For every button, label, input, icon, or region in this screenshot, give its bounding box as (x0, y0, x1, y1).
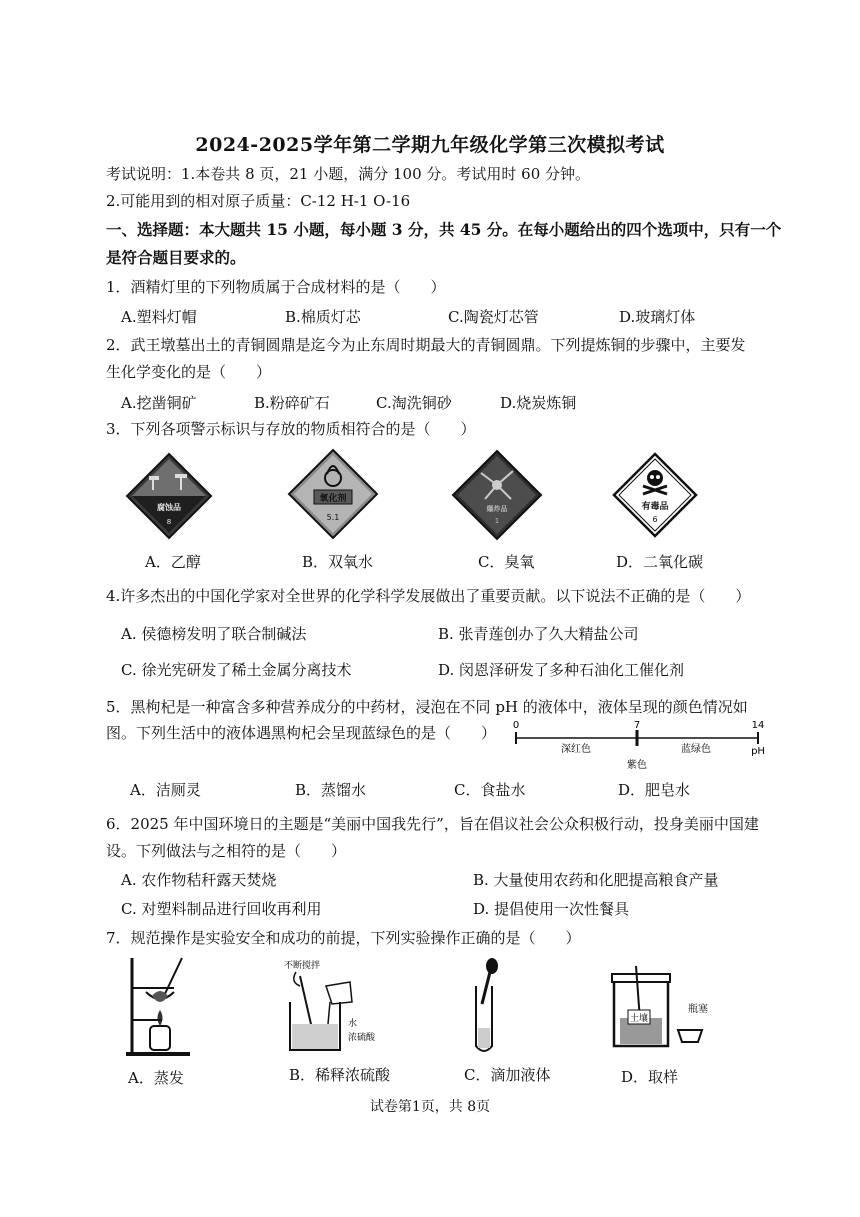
corrosive-sign-icon (125, 452, 213, 540)
ph-color-scale (508, 716, 773, 774)
sampling-apparatus-icon (606, 960, 732, 1060)
q7-stem: 7．规范操作是实验安全和成功的前提，下列实验操作正确的是（ ） (106, 929, 581, 947)
q5-stem-line2: 图。下列生活中的液体遇黑枸杞会呈现蓝绿色的是（ ） (106, 724, 497, 742)
q3-option-b: B．双氧水 (302, 553, 374, 571)
q6-stem-line2: 设。下列做法与之相符的是（ ） (106, 842, 347, 860)
oxidizer-sign-number: 5.1 (326, 513, 340, 522)
q6-option-c: C. 对塑料制品进行回收再利用 (121, 900, 322, 918)
water-label: 水 (348, 1019, 358, 1029)
q2-stem-line2: 生化学变化的是（ ） (106, 363, 272, 381)
q2-option-b: B.粉碎矿石 (254, 394, 330, 412)
q1-option-c: C.陶瓷灯芯管 (448, 308, 539, 326)
ph-label-7: 7 (633, 720, 641, 731)
q3-option-d: D．二氧化碳 (616, 553, 704, 571)
q5-option-d: D．肥皂水 (618, 781, 691, 799)
section1-header-line1: 一、选择题：本大题共 15 小题，每小题 3 分，共 45 分。在每小题给出的四个选项中，只有一个 (106, 220, 782, 239)
q6-option-b: B. 大量使用农药和化肥提高粮食产量 (473, 871, 719, 889)
q4-stem: 4.许多杰出的中国化学家对全世界的化学科学发展做出了重要贡献。以下说法不正确的是（ ） (106, 587, 751, 605)
ph-label-0: 0 (512, 720, 520, 731)
oxidizer-sign-label: 氧化剂 (319, 494, 347, 504)
q7-option-a: A．蒸发 (128, 1069, 184, 1087)
corrosive-sign-number: 8 (166, 518, 172, 526)
q2-option-d: D.烧炭炼铜 (500, 394, 577, 412)
explosive-sign-number: 1 (494, 517, 500, 525)
ph-unit-label: pH (751, 746, 765, 757)
q5-option-c: C．食盐水 (454, 781, 526, 799)
stir-label: 不断搅拌 (284, 961, 321, 971)
section1-header-line2: 是符合题目要求的。 (106, 248, 246, 267)
q2-stem-line1: 2．武王墩墓出土的青铜圆鼎是迄今为止东周时期最大的青铜圆鼎。下列提炼铜的步骤中，主要发 (106, 336, 746, 354)
q4-option-b: B. 张青莲创办了久大精盐公司 (438, 625, 639, 643)
q6-stem-line1: 6．2025 年中国环境日的主题是“美丽中国我先行”，旨在倡议社会公众积极行动，投身美丽中国建 (106, 815, 759, 833)
q6-option-a: A. 农作物秸秆露天焚烧 (121, 871, 277, 889)
q5-option-b: B．蒸馏水 (295, 781, 367, 799)
q3-option-a: A．乙醇 (145, 553, 201, 571)
explosive-sign-icon (451, 449, 543, 541)
q1-stem: 1．酒精灯里的下列物质属于合成材料的是（ ） (106, 278, 446, 296)
dropper-apparatus-icon (466, 956, 510, 1060)
dilute-acid-apparatus-icon (282, 958, 394, 1058)
q4-option-c: C. 徐光宪研发了稀土金属分离技术 (121, 661, 352, 679)
q1-option-d: D.玻璃灯体 (619, 308, 696, 326)
exam-title: 2024-2025学年第二学期九年级化学第三次模拟考试 (195, 134, 665, 156)
ph-label-14: 14 (751, 720, 765, 731)
explosive-sign-label: 爆炸品 (486, 505, 508, 513)
q7-option-b: B．稀释浓硫酸 (289, 1066, 391, 1084)
q4-option-a: A. 侯德榜发明了联合制碱法 (121, 625, 307, 643)
toxic-sign-icon (612, 452, 698, 538)
q4-option-d: D. 闵恩泽研发了多种石油化工催化剂 (438, 661, 685, 679)
oxidizer-sign-icon (287, 448, 379, 540)
q2-option-c: C.淘洗铜砂 (376, 394, 452, 412)
evaporation-apparatus-icon (122, 954, 202, 1058)
q3-stem: 3．下列各项警示标识与存放的物质相符合的是（ ） (106, 420, 476, 438)
corrosive-sign-label: 腐蚀品 (157, 503, 181, 512)
q2-option-a: A.挖凿铜矿 (121, 394, 197, 412)
toxic-sign-number: 6 (652, 515, 658, 524)
q5-stem-line1: 5．黑枸杞是一种富含多种营养成分的中药材，浸泡在不同 pH 的液体中，液体呈现的颜色情况如 (106, 698, 748, 716)
ph-purple-label: 紫色 (627, 760, 647, 771)
ph-deep-red-label: 深红色 (561, 744, 591, 755)
instructions-line1: 考试说明：1.本卷共 8 页，21 小题，满分 100 分。考试用时 60 分钟。 (106, 165, 591, 183)
q3-option-c: C．臭氧 (478, 553, 535, 571)
soil-label: 土壤 (629, 1014, 649, 1024)
stopper-label: 瓶塞 (688, 1004, 708, 1015)
q1-option-a: A.塑料灯帽 (121, 308, 197, 326)
q7-option-c: C．滴加液体 (464, 1066, 551, 1084)
q1-option-b: B.棉质灯芯 (285, 308, 361, 326)
page-footer: 试卷第1页，共 8页 (369, 1099, 491, 1115)
q5-option-a: A．洁厕灵 (130, 781, 201, 799)
instructions-line2: 2.可能用到的相对原子质量：C-12 H-1 O-16 (106, 192, 411, 210)
q7-option-d: D．取样 (621, 1068, 679, 1086)
acid-label: 浓硫酸 (348, 1033, 376, 1043)
ph-blue-green-label: 蓝绿色 (681, 744, 711, 755)
toxic-sign-label: 有毒品 (641, 502, 669, 512)
q6-option-d: D. 提倡使用一次性餐具 (473, 900, 630, 918)
